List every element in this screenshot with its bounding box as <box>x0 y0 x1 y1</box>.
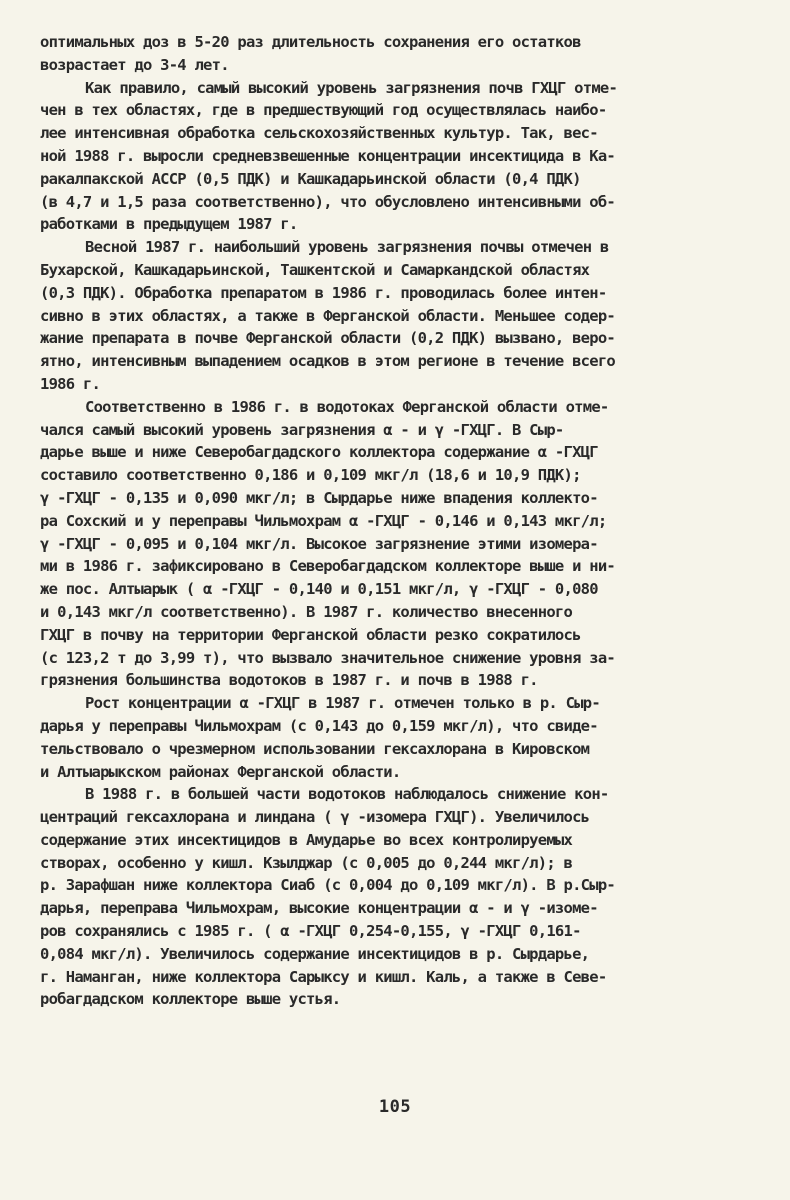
text-line: г. Наманган, ниже коллектора Сарыксу и кишл. Каль, а также в Севе- <box>40 967 607 986</box>
text-line: (в 4,7 и 1,5 раза соответственно), что обусловлено интенсивными об- <box>40 192 615 211</box>
text-line: же пос. Алтыарык ( α -ГХЦГ - 0,140 и 0,151 мкг/л, γ -ГХЦГ - 0,080 <box>40 580 598 599</box>
body-text <box>40 31 752 1011</box>
text-line: чался самый высокий уровень загрязнения α - и γ -ГХЦГ. В Сыр- <box>40 420 564 439</box>
text-line: грязнения большинства водотоков в 1987 г. и почв в 1988 г. <box>40 671 538 690</box>
text-line: оптимальных доз в 5-20 раз длительность сохранения его остатков <box>40 33 581 51</box>
text-line: дарья у переправы Чильмохрам (с 0,143 до 0,159 мкг/л), что свиде- <box>40 716 598 735</box>
text-line: ятно, интенсивным выпадением осадков в этом регионе в течение всего <box>40 352 615 371</box>
text-line: Как правило, самый высокий уровень загрязнения почв ГХЦГ отме- <box>85 78 618 97</box>
text-line: Соответственно в 1986 г. в водотоках Ферганской области отме- <box>85 397 609 416</box>
text-line: робагдадском коллекторе выше устья. <box>40 990 341 1009</box>
text-line: дарье выше и ниже Северобагдадского коллектора содержание α -ГХЦГ <box>40 443 598 462</box>
text-line: ра Сохский и у переправы Чильмохрам α -ГХЦГ - 0,146 и 0,143 мкг/л; <box>40 511 607 530</box>
text-line: чен в тех областях, где в предшествующий год осуществлялась наибо- <box>40 101 607 120</box>
text-line: ной 1988 г. выросли средневзвешенные концентрации инсектицида в Ка- <box>40 146 615 165</box>
text-line: створах, особенно у кишл. Кзылджар (с 0,005 до 0,244 мкг/л); в <box>40 853 573 872</box>
text-line: ГХЦГ в почву на территории Ферганской области резко сократилось <box>40 625 581 644</box>
text-line: сивно в этих областях, а также в Ферганской области. Меньшее содер- <box>40 306 615 325</box>
text-line: центраций гексахлорана и линдана ( γ -изомера ГХЦГ). Увеличилось <box>40 808 590 827</box>
text-line: дарья, переправа Чильмохрам, высокие концентрации α - и γ -изоме- <box>40 899 598 918</box>
text-line: ров сохранялись с 1985 г. ( α -ГХЦГ 0,254-0,155, γ -ГХЦГ 0,161- <box>40 922 581 941</box>
text-line: жание препарата в почве Ферганской области (0,2 ПДК) вызвано, веро- <box>40 329 615 348</box>
text-line: 0,084 мкг/л). Увеличилось содержание инсектицидов в р. Сырдарье, <box>40 944 590 963</box>
text-line: и Алтыарыкском районах Ферганской области. <box>40 762 401 781</box>
text-line: (с 123,2 т до 3,99 т), что вызвало значительное снижение уровня за- <box>40 648 615 667</box>
text-line: и 0,143 мкг/л соответственно). В 1987 г. количество внесенного <box>40 602 573 621</box>
text-line: ракалпакской АССР (0,5 ПДК) и Кашкадарьинской области (0,4 ПДК) <box>40 169 581 188</box>
text-line: Рост концентрации α -ГХЦГ в 1987 г. отмечен только в р. Сыр- <box>85 694 600 713</box>
text-line: 1986 г. <box>40 374 101 393</box>
text-line: возрастает до 3-4 лет. <box>40 55 229 74</box>
text-line: содержание этих инсектицидов в Амударье во всех контролируемых <box>40 830 573 849</box>
text-line: В 1988 г. в большей части водотоков наблюдалось снижение кон- <box>85 785 609 804</box>
text-line: (0,3 ПДК). Обработка препаратом в 1986 г. проводилась более интен- <box>40 283 607 302</box>
text-line: Бухарской, Кашкадарьинской, Ташкентской и Самаркандской областях <box>40 260 590 279</box>
page-number: 105 <box>378 1097 412 1117</box>
text-line: ми в 1986 г. зафиксировано в Северобагдадском коллекторе выше и ни- <box>40 557 615 576</box>
text-line: γ -ГХЦГ - 0,135 и 0,090 мкг/л; в Сырдарье ниже впадения коллекто- <box>40 488 598 507</box>
text-line: γ -ГХЦГ - 0,095 и 0,104 мкг/л. Высокое загрязнение этими изомера- <box>40 534 598 553</box>
text-line: р. Зарафшан ниже коллектора Сиаб (с 0,004 до 0,109 мкг/л). В р.Сыр- <box>40 876 615 895</box>
text-line: Весной 1987 г. наибольший уровень загрязнения почвы отмечен в <box>85 238 609 257</box>
text-line: составило соответственно 0,186 и 0,109 мкг/л (18,6 и 10,9 ПДК); <box>40 466 581 485</box>
text-line: лее интенсивная обработка сельскохозяйственных культур. Так, вес- <box>40 124 598 143</box>
text-line: тельствовало о чрезмерном использовании гексахлорана в Кировском <box>40 739 590 758</box>
text-line: работками в предыдущем 1987 г. <box>40 215 298 234</box>
